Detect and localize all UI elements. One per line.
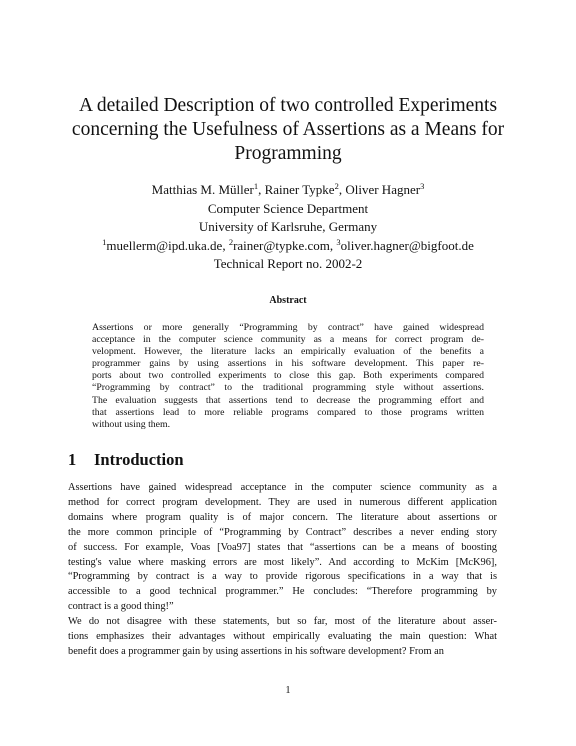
- abstract-heading: Abstract: [269, 295, 307, 306]
- text-line: Assertions have gained widespread acceptance in the computer science community as a: [68, 482, 497, 493]
- text-line: tions emphasizes their advantages without empirically evaluating the main question: What: [68, 631, 497, 643]
- text-line: contract is a good thing!”: [68, 601, 174, 613]
- author-block: [20, 181, 556, 274]
- title-line: concerning the Usefulness of Assertions as a Means for: [71, 119, 505, 140]
- email-mark: 1: [102, 236, 107, 247]
- university: University of Karlsruhe, Germany: [198, 219, 378, 234]
- text-line: Assertions or more generally “Programming by contract” have gained widespread: [92, 322, 484, 333]
- author-mark: 2: [334, 181, 339, 191]
- author-name: Rainer Typke: [264, 182, 335, 197]
- section-heading: [68, 450, 184, 470]
- text-line: domains where program quality is of major concern. The literature about assertions or: [68, 511, 497, 523]
- department: Computer Science Department: [207, 200, 369, 216]
- email-mark: 2: [228, 236, 234, 247]
- report-number: Technical Report no. 2002-2: [213, 256, 363, 271]
- text-line: testing's value where masking errors are most likely”. And according to McKim [McK96],: [68, 556, 497, 568]
- page-number: 1: [285, 685, 291, 696]
- author-email: rainer@typke.com: [233, 237, 330, 253]
- author-email: oliver.hagner@bigfoot.de: [340, 237, 474, 253]
- author-name: Oliver Hagner: [345, 182, 421, 197]
- section-body: [68, 481, 497, 660]
- text-line: accessible to a good technical programmer.” He concludes: “Therefore programming by: [68, 586, 497, 598]
- section-number: 1: [68, 450, 77, 469]
- author-mark: 3: [420, 181, 425, 191]
- text-line: of success. For example, Voas [Voa97] states that “assertions can be a means of boosting: [68, 541, 497, 553]
- text-line: acceptance in the computer science community as a means for correct program de-: [92, 334, 484, 346]
- author-email: muellerm@ipd.uka.de: [106, 237, 223, 253]
- text-line: without using them.: [92, 418, 171, 430]
- author-names: [20, 181, 556, 200]
- text-line: the more common principle of “Programming by Contract” describes a never ending story: [68, 526, 497, 538]
- paper-title: [40, 94, 536, 166]
- abstract-body: [92, 322, 484, 431]
- text-line: The evaluation suggests that assertions tend to decrease the programming effort and: [92, 394, 484, 406]
- text-line: programmer gains by using assertions in his software development. This paper re-: [92, 358, 484, 370]
- title-line: A detailed Description of two controlled Experiments: [78, 95, 498, 116]
- author-emails: [20, 237, 556, 256]
- text-line: benefit does a programmer gain by using assertions in his software development? From an: [68, 645, 444, 657]
- text-line: method for correct program development. They are used in numerous different application: [68, 496, 497, 508]
- text-line: We do not disagree with these statements, but so far, most of the literature about asser-: [68, 616, 497, 628]
- author-separator: ,: [258, 182, 265, 197]
- author-separator: ,: [338, 182, 346, 197]
- text-line: that assertions lead to more reliable programs compared to those programs written: [92, 406, 484, 418]
- author-name: Matthias M. Müller: [151, 182, 254, 197]
- email-separator: ,: [222, 237, 229, 253]
- section-title: Introduction: [94, 450, 184, 469]
- title-line: Programming: [234, 143, 342, 164]
- text-line: “Programming by contract is a way to provide rigorous specifications in a way that is: [68, 571, 497, 583]
- text-line: velopment. However, the literature lacks an empirically evaluation of the benefits a: [92, 346, 484, 358]
- author-mark: 1: [253, 181, 259, 191]
- text-line: “Programming by contract” to the traditional programming style without assertions.: [92, 382, 484, 394]
- email-mark: 3: [336, 236, 341, 247]
- text-line: ports about two controlled experiments to close this gap. Both experiments compared: [92, 370, 484, 382]
- email-separator: ,: [329, 237, 337, 253]
